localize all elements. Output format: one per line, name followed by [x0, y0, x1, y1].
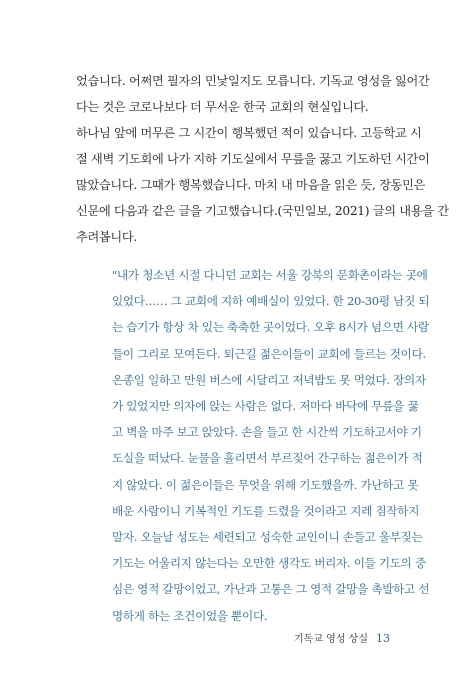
quote-line: 가 있었지만 의자에 앉는 사람은 없다. 저마다 바닥에 무릎을 꿇: [112, 399, 419, 414]
page-footer: [294, 630, 390, 645]
quote-line: 있었다…… 그 교회에 지하 예배실이 있었다. 한 20-30평 남짓 되: [112, 294, 430, 309]
quote-line: 고 벽을 마주 보고 앉았다. 손을 들고 한 시간씩 기도하고서야 기: [112, 425, 422, 440]
quote-line: 도실을 떠났다. 눈물을 흘리면서 부르짖어 간구하는 젊은이가 적: [112, 451, 423, 466]
quote-line: 들이 그리로 모여든다. 퇴근길 젊은이들이 교회에 들르는 것이다.: [112, 346, 426, 361]
body-line: 절 새벽 기도회에 나가 지하 기도실에서 무릎을 꿇고 기도하던 시간이: [76, 152, 430, 166]
quote-line: "내가 청소년 시절 다니던 교회는 서울 강북의 문화촌이라는 곳에: [112, 268, 428, 282]
body-line: 었습니다. 어쩌면 필자의 민낯일지도 모릅니다. 기독교 영성을 잃어간: [76, 74, 430, 88]
running-title: 기독교 영성 상실: [294, 634, 368, 645]
body-line: 신문에 다음과 같은 글을 기고했습니다.(국민일보, 2021) 글의 내용을 간: [76, 204, 449, 218]
body-paragraphs: [76, 68, 449, 250]
quote-line: 기도는 어울리지 않는다는 오만한 생각도 버리자. 이들 기도의 중: [112, 556, 426, 571]
page-number: 13: [376, 632, 390, 645]
quote-line: 지 않았다. 이 젊은이들은 무엇을 위해 기도했을까. 가난하고 못: [112, 477, 419, 492]
body-line: 하나님 앞에 머무른 그 시간이 행복했던 적이 있습니다. 고등학교 시: [76, 126, 422, 140]
block-quote: [112, 262, 430, 629]
quote-line: 온종일 일하고 만원 버스에 시달리고 저녁밥도 못 먹었다. 장의자: [112, 372, 426, 387]
body-line: 추려봅니다.: [76, 230, 137, 244]
quote-line: 는 습기가 항상 차 있는 축축한 곳이었다. 오후 8시가 넘으면 사람: [112, 320, 429, 335]
body-line: 다는 것은 코로나보다 더 무서운 한국 교회의 현실입니다.: [76, 100, 369, 114]
quote-line: 배운 사람이니 기복적인 기도를 드렸을 것이라고 지레 짐작하지: [112, 503, 420, 518]
body-line: 많았습니다. 그때가 행복했습니다. 마치 내 마음을 읽은 듯, 장동민은: [76, 178, 426, 192]
quote-line: 명하게 하는 조건이었을 뿐이다.: [112, 608, 268, 623]
quote-line: 심은 영적 갈망이었고, 가난과 고통은 그 영적 갈망을 촉발하고 선: [112, 582, 430, 597]
quote-line: 말자. 오늘날 성도는 세련되고 성숙한 교인이니 손들고 울부짖는: [112, 530, 423, 545]
